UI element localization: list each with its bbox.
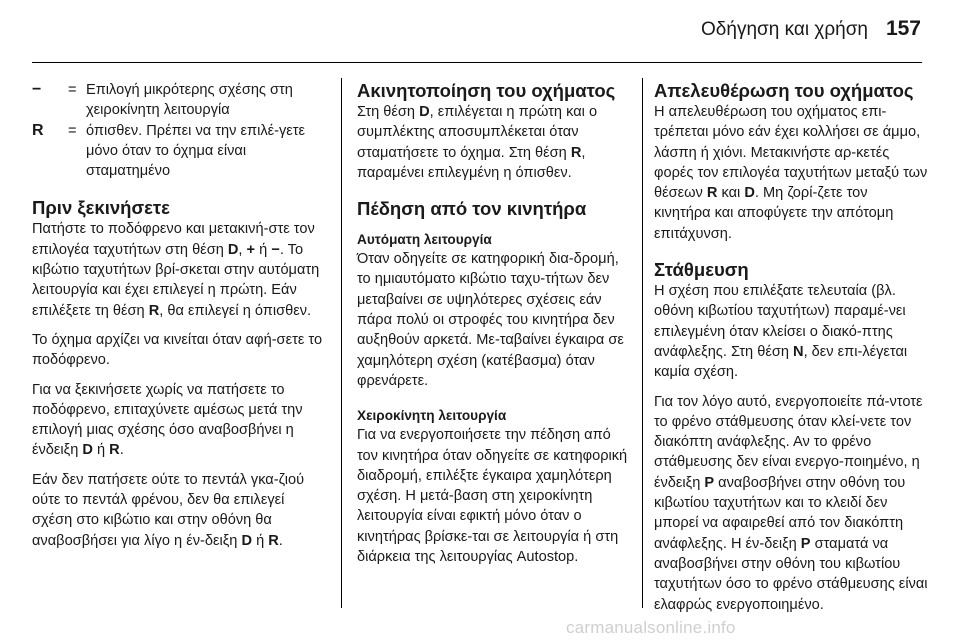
column-1 bbox=[32, 80, 327, 560]
heading-immobilize: Ακινητοποίηση του οχήματος bbox=[357, 80, 616, 101]
equals-sign: = bbox=[68, 82, 77, 98]
gear-item-minus bbox=[32, 80, 327, 121]
section-title: Οδήγηση και χρήση bbox=[701, 19, 868, 40]
paragraph: Η σχέση που επιλέξατε τελευταία (βλ. οθόνη κιβωτίου ταχυτήτων) παραμέ-νει επιλεγμένη όταν κλείσει ο διακό-πτης ανάφλεξης. Στη θέση N, δεν επι-λέγεται καμία σχέση. bbox=[654, 283, 908, 381]
paragraph: Το όχημα αρχίζει να κινείται όταν αφή-σετε το ποδόφρενο. bbox=[32, 331, 323, 369]
column-2 bbox=[357, 80, 629, 576]
paragraph: Στη θέση D, επιλέγεται η πρώτη και ο συμπλέκτης αποσυμπλέκεται όταν σταματήσετε το όχημα. Στη θέση R, παραμένει επιλεγμένη η όπισθεν. bbox=[357, 104, 598, 181]
gear-item-text: Επιλογή μικρότερης σχέσης στη χειροκίνητη λειτουργία bbox=[86, 82, 293, 119]
column-3 bbox=[654, 80, 928, 624]
heading-release: Απελευθέρωση του οχήματος bbox=[654, 80, 914, 101]
reverse-symbol: R bbox=[32, 121, 44, 139]
paragraph: Για τον λόγο αυτό, ενεργοποιείτε πά-ντοτε το φρένο στάθμευσης όταν κλεί-νετε τον διακόπτη ανάφλεξης. Αν το φρένο στάθμευσης δεν είναι ενεργο-ποιημένο, η ένδειξη P αναβοσβήνει στην οθόνη του κιβωτίου ταχυτήτων και το κλειδί δεν μπορεί να αφαιρεθεί από τον διακόπτη ανάφλεξης. Η έν-δειξη P σταματά να αναβοσβήνει στην οθόνη του κιβωτίου ταχυτήτων όσο το φρένο στάθμευσης είναι ελαφρώς ενεργοποιημένο. bbox=[654, 393, 928, 613]
gear-item-reverse bbox=[32, 121, 327, 182]
heading-engine-brake: Πέδηση από τον κινητήρα bbox=[357, 198, 587, 220]
heading-start: Πριν ξεκινήσετε bbox=[32, 197, 170, 219]
page-number: 157 bbox=[885, 17, 921, 40]
minus-symbol: − bbox=[32, 81, 42, 98]
heading-manual: Χειροκίνητη λειτουργία bbox=[357, 408, 507, 424]
header-rule bbox=[32, 62, 922, 63]
column-divider-2 bbox=[642, 78, 643, 608]
gear-item-text: όπισθεν. Πρέπει να την επιλέ-γετε μόνο όταν το όχημα είναι σταματημένο bbox=[86, 122, 306, 180]
equals-sign: = bbox=[68, 122, 77, 139]
page-header bbox=[0, 0, 960, 62]
column-divider-1 bbox=[341, 78, 342, 608]
heading-automatic: Αυτόματη λειτουργία bbox=[357, 232, 492, 248]
paragraph: Η απελευθέρωση του οχήματος επι-τρέπεται μόνο εάν έχει κολλήσει σε άμμο, λάσπη ή χιόνι. Μετακινήστε αρ-κετές φορές τον επιλογέα ταχυτήτων μεταξύ των θέσεων R και D. Μη ζορί-ζετε τον κινητήρα και αποφύγετε την απότομη επιτάχυνση. bbox=[654, 104, 928, 242]
paragraph: Πατήστε το ποδόφρενο και μετακινή-στε τον επιλογέα ταχυτήτων στη θέση D, + ή −. Το κιβώτιο ταχυτήτων βρί-σκεται στην αυτόματη λειτουργία και έχει επιλεγεί η πρώτη. Εάν επιλέξετε τη θέση R, θα επιλεγεί η όπισθεν. bbox=[32, 221, 320, 319]
paragraph: Όταν οδηγείτε σε κατηφορική δια-δρομή, το ημιαυτόματο κιβώτιο ταχυ-τήτων δεν μεταβαίνει σε υψηλότερες σχέσεις εάν πάρα πολύ οι στροφές του κινητήρα δεν αυξηθούν αρκετά. Με-ταβαίνει έγκαιρα σε χαμηλότερη σχέση (κατέβασμα) όταν φρενάρετε. bbox=[357, 251, 624, 389]
paragraph: Για να ξεκινήσετε χωρίς να πατήσετε το ποδόφρενο, επιταχύνετε αμέσως μετά την επιλογή μιας σχέσης όσο αναβοσβήνει η ένδειξη D ή R. bbox=[32, 381, 303, 459]
paragraph: Εάν δεν πατήσετε ούτε το πεντάλ γκα-ζιού ούτε το πεντάλ φρένου, δεν θα επιλεγεί σχέση στο κιβώτιο και στην οθόνη θα αναβοσβήσει για λίγο η έν-δειξη D ή R. bbox=[32, 471, 305, 549]
watermark: carmanualsonline.info bbox=[566, 618, 736, 637]
paragraph: Για να ενεργοποιήσετε την πέδηση από τον κινητήρα όταν οδηγείτε σε κατηφορική διαδρομή, επιλέξτε έγκαιρα χαμηλότερη σχέση. Η μετά-βαση στη χειροκίνητη λειτουργία είναι εφικτή μόνο όταν ο κινητήρας βρίσκε-ται σε λειτουργία ή στη διάρκεια της λειτουργίας Autostop. bbox=[357, 427, 628, 566]
heading-parking: Στάθμευση bbox=[654, 259, 749, 281]
